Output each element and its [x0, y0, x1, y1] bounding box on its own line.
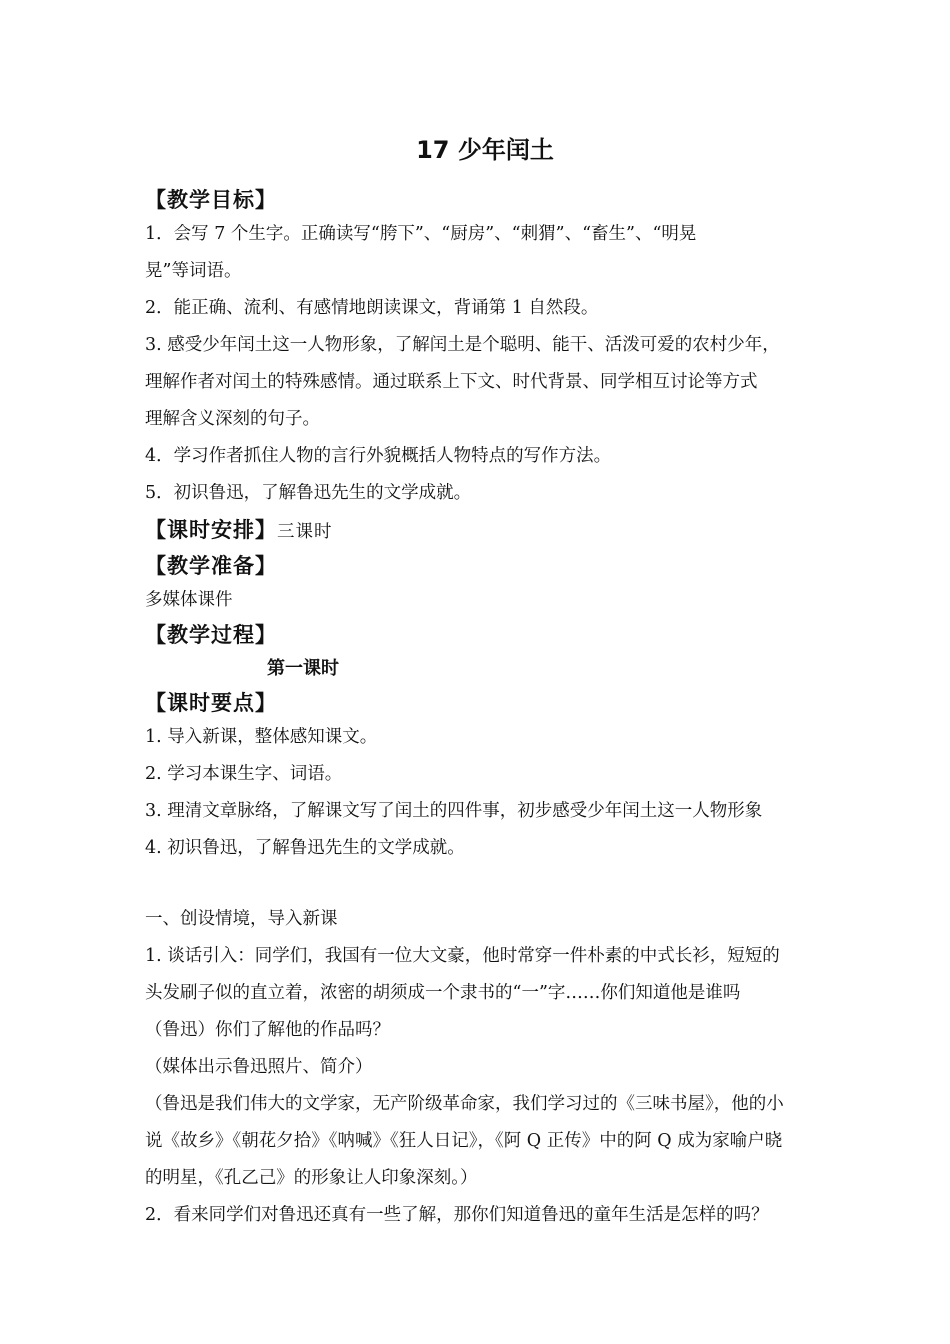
- key-point-2: 2. 学习本课生字、词语。: [145, 764, 343, 784]
- key-points-heading: 【课时要点】: [145, 691, 277, 715]
- teaching-goal-2: 2．能正确、流利、有感情地朗读课文，背诵第 1 自然段。: [145, 298, 599, 318]
- teaching-goal-3-line-3: 理解含义深刻的句子。: [145, 409, 320, 429]
- teaching-goal-1-line-2: 晃”等词语。: [145, 261, 242, 281]
- bio-note: [145, 1086, 825, 1197]
- teaching-goal-3: [145, 327, 825, 438]
- step-1-heading: 一、创设情境，导入新课: [145, 909, 338, 929]
- schedule-heading: 【课时安排】: [145, 518, 277, 542]
- teaching-goal-4: 4．学习作者抓住人物的言行外貌概括人物特点的写作方法。: [145, 446, 612, 466]
- key-point-4: 4. 初识鲁迅，了解鲁迅先生的文学成就。: [145, 838, 465, 858]
- document-content: [145, 134, 825, 1234]
- step-1-paragraph-1-line-3: （鲁迅）你们了解他的作品吗？: [145, 1020, 390, 1040]
- key-point-1: 1. 导入新课，整体感知课文。: [145, 727, 378, 747]
- bio-note-line-1: （鲁迅是我们伟大的文学家，无产阶级革命家，我们学习过的《三味书屋》，他的小: [145, 1094, 784, 1114]
- step-1-paragraph-1-line-2: 头发刷子似的直立着，浓密的胡须成一个隶书的“一”字……你们知道他是谁吗: [145, 983, 741, 1003]
- schedule-row: [145, 512, 825, 550]
- teaching-goals-heading: 【教学目标】: [145, 188, 277, 212]
- document-title: 17 少年闰土: [416, 136, 554, 164]
- teaching-goal-1-line-1: 1．会写 7 个生字。正确读写“胯下”、“厨房”、“刺猬”、“畜生”、“明晃: [145, 224, 697, 244]
- lesson-title: 第一课时: [267, 658, 339, 679]
- teaching-goal-3-line-1: 3. 感受少年闰土这一人物形象，了解闰土是个聪明、能干、活泼可爱的农村少年，: [145, 335, 780, 355]
- teaching-goal-1: [145, 216, 825, 290]
- preparation-heading: 【教学准备】: [145, 554, 277, 578]
- bio-note-line-2: 说《故乡》《朝花夕拾》《呐喊》《狂人日记》，《阿 Q 正传》中的阿 Q 成为家喻户晓: [145, 1131, 783, 1151]
- teaching-goal-3-line-2: 理解作者对闰土的特殊感情。通过联系上下文、时代背景、同学相互讨论等方式: [145, 372, 758, 392]
- process-heading: 【教学过程】: [145, 623, 277, 647]
- spacer: [145, 867, 825, 901]
- bio-note-line-3: 的明星，《孔乙己》的形象让人印象深刻。）: [145, 1168, 478, 1188]
- media-note: （媒体出示鲁迅照片、简介）: [145, 1057, 373, 1077]
- schedule-value: 三课时: [277, 522, 333, 542]
- step-1-paragraph-2: 2．看来同学们对鲁迅还真有一些了解，那你们知道鲁迅的童年生活是怎样的吗？: [145, 1205, 769, 1225]
- step-1-paragraph-1-line-1: 1. 谈话引入：同学们，我国有一位大文豪，他时常穿一件朴素的中式长衫，短短的: [145, 946, 780, 966]
- preparation-value: 多媒体课件: [145, 590, 233, 610]
- step-1-paragraph-1: [145, 938, 825, 1049]
- teaching-goal-5: 5．初识鲁迅，了解鲁迅先生的文学成就。: [145, 483, 472, 503]
- key-point-3: 3. 理清文章脉络，了解课文写了闰土的四件事，初步感受少年闰土这一人物形象: [145, 801, 763, 821]
